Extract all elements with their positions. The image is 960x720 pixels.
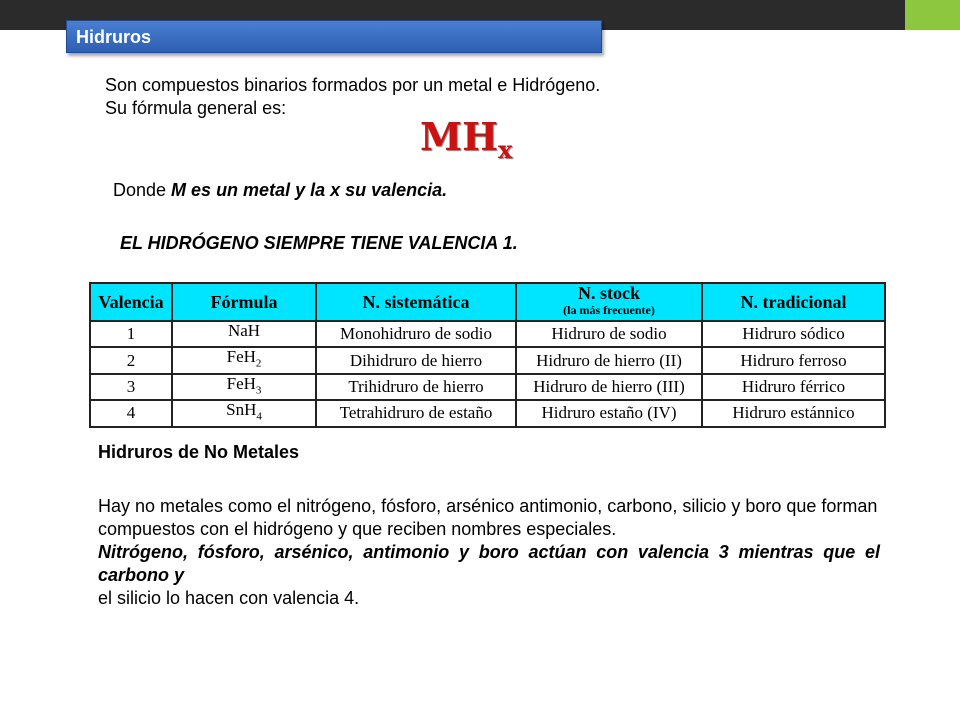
cell-valencia: 2	[90, 347, 172, 373]
formula-sub: 4	[256, 410, 262, 423]
paragraph-2: compuestos con el hidrógeno y que reciben nombres especiales.	[98, 519, 617, 539]
formula-sub: 3	[255, 384, 262, 397]
cell-stock: Hidruro de hierro (III)	[516, 374, 702, 400]
formula-subscript: x	[497, 135, 513, 164]
formula-note	[113, 180, 447, 201]
table-row	[90, 400, 885, 426]
table-row	[90, 321, 885, 347]
cell-tradicional: Hidruro férrico	[702, 374, 885, 400]
table-header-row	[90, 283, 885, 321]
cell-sistematica: Monohidruro de sodio	[316, 321, 516, 347]
cell-sistematica: Trihidruro de hierro	[316, 374, 516, 400]
cell-stock: Hidruro de sodio	[516, 321, 702, 347]
note-emphasis: M es un metal y la x su valencia.	[171, 180, 448, 200]
cell-sistematica: Tetrahidruro de estaño	[316, 400, 516, 426]
cell-formula	[172, 321, 316, 347]
formula-base: FeH	[226, 347, 256, 367]
cell-stock: Hidruro estaño (IV)	[516, 400, 702, 426]
cell-valencia: 1	[90, 321, 172, 347]
cell-tradicional: Hidruro estánnico	[702, 400, 885, 426]
intro-line-1: Son compuestos binarios formados por un metal e Hidrógeno.	[105, 75, 601, 95]
general-formula	[420, 114, 512, 164]
intro-line-2: Su fórmula general es:	[105, 98, 287, 118]
header-formula: Fórmula	[172, 283, 316, 321]
cell-formula	[172, 374, 316, 400]
formula-sub: 2	[255, 357, 262, 370]
slide-title: Hidruros	[66, 20, 602, 53]
cell-sistematica: Dihidruro de hierro	[316, 347, 516, 373]
header-valencia: Valencia	[90, 283, 172, 321]
section-heading: Hidruros de No Metales	[98, 442, 300, 462]
section-body	[98, 495, 880, 610]
cell-stock: Hidruro de hierro (II)	[516, 347, 702, 373]
cell-tradicional: Hidruro sódico	[702, 321, 885, 347]
intro-text	[105, 74, 600, 120]
cell-formula	[172, 347, 316, 373]
paragraph-3: Nitrógeno, fósforo, arsénico, antimonio y boro actúan con valencia 3 mientras que el carbono y	[98, 542, 880, 585]
note-prefix: Donde	[113, 180, 172, 200]
formula-base: SnH	[226, 400, 257, 420]
header-stock-note: (la más frecuente)	[563, 303, 655, 317]
header-stock-label: N. stock	[578, 283, 640, 303]
header-tradicional: N. tradicional	[702, 283, 885, 321]
hydrides-table	[89, 282, 886, 428]
formula-base: NaH	[227, 321, 261, 340]
header-stock	[516, 283, 702, 321]
table-row	[90, 374, 885, 400]
accent-square	[905, 0, 960, 30]
formula-base: FeH	[226, 373, 256, 393]
cell-formula	[172, 400, 316, 426]
header-sistematica: N. sistemática	[316, 283, 516, 321]
hydrogen-rule: EL HIDRÓGENO SIEMPRE TIENE VALENCIA 1.	[120, 233, 518, 253]
cell-tradicional: Hidruro ferroso	[702, 347, 885, 373]
paragraph-4: el silicio lo hacen con valencia 4.	[98, 588, 360, 608]
table-row	[90, 347, 885, 373]
formula-main: MH	[420, 114, 498, 159]
paragraph-1: Hay no metales como el nitrógeno, fósforo, arsénico antimonio, carbono, silicio y boro que forman	[98, 496, 878, 516]
cell-valencia: 4	[90, 400, 172, 426]
cell-valencia: 3	[90, 374, 172, 400]
